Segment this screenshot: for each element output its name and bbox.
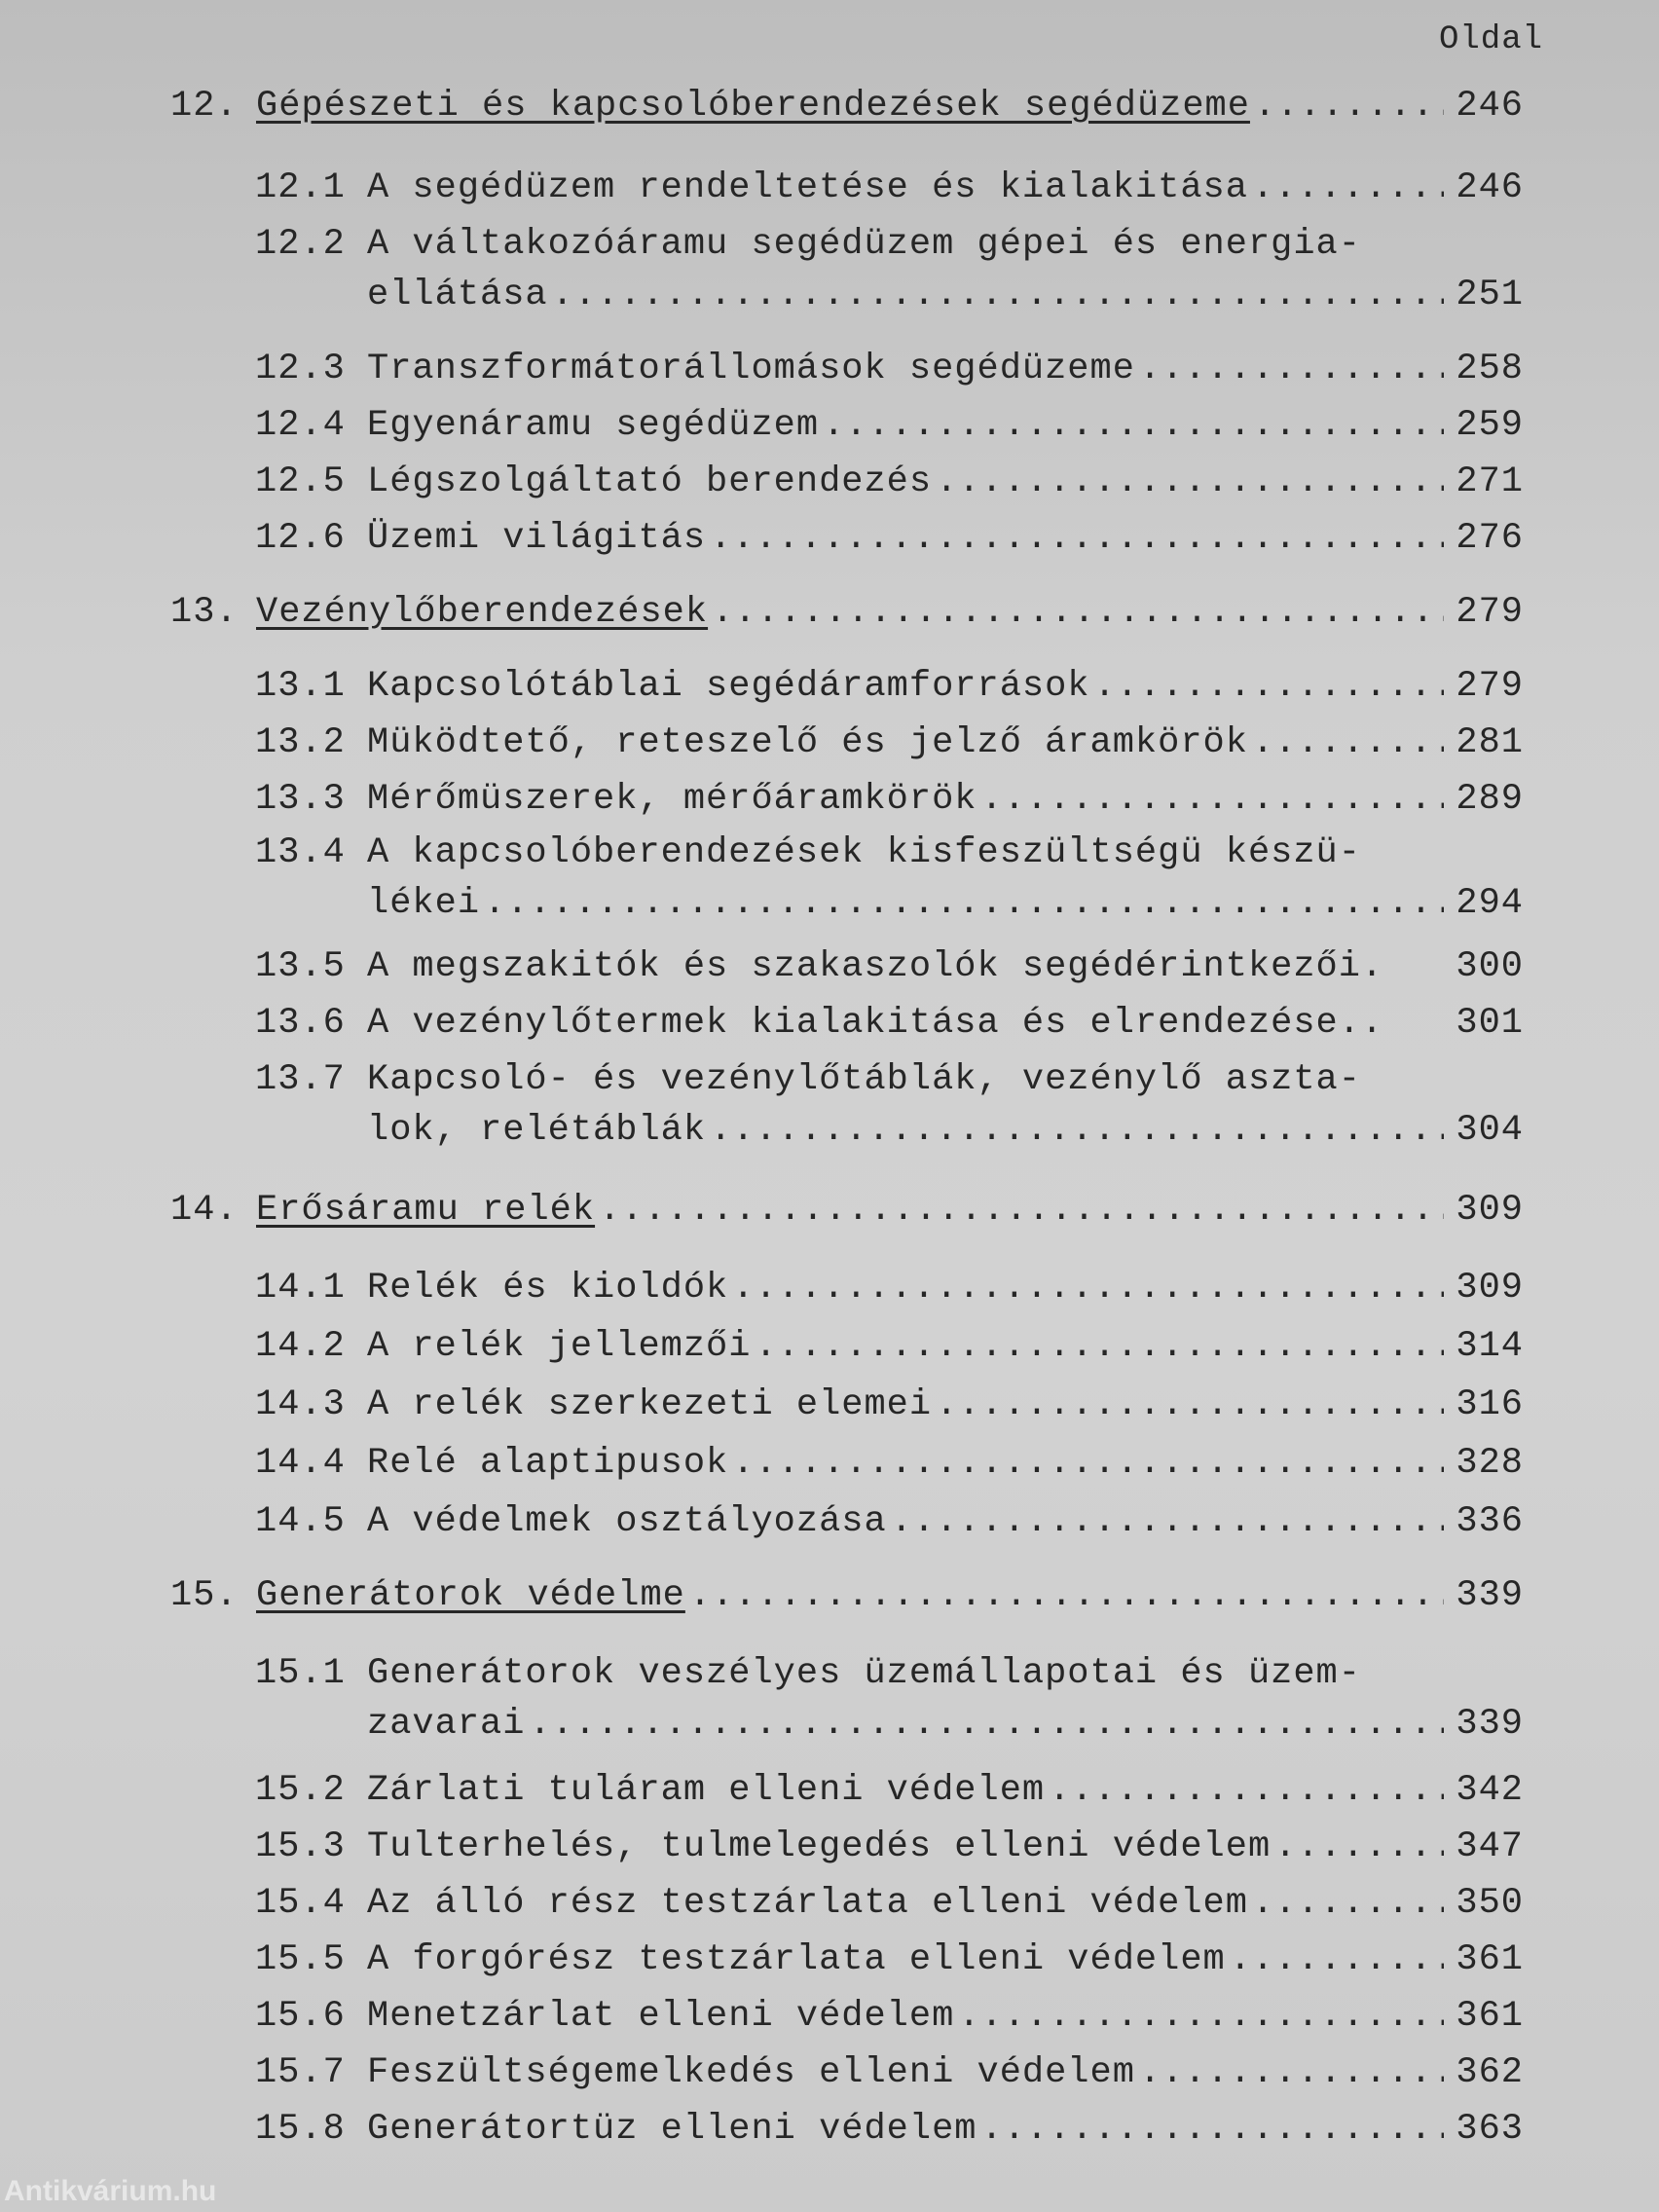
toc-section: [255, 2109, 1524, 2150]
entry-title: Gépészeti és kapcsolóberendezések segédüzeme: [256, 86, 1250, 127]
entry-number: 13.: [170, 592, 239, 633]
entry-title: Mérőmüszerek, mérőáramkörök: [367, 779, 977, 820]
dot-leader: [529, 1704, 1444, 1745]
entry-page: 259: [1456, 405, 1524, 446]
dot-leader: [1094, 666, 1444, 707]
dot-leader: [710, 518, 1444, 559]
dot-leader: [1252, 722, 1444, 763]
entry-title: Menetzárlat elleni védelem: [367, 1996, 955, 2037]
dot-leader: [732, 1443, 1444, 1484]
entry-page: 271: [1456, 461, 1524, 502]
toc-section: [255, 167, 1524, 208]
watermark: Antikvárium.hu: [4, 2175, 217, 2207]
entry-page: 339: [1456, 1575, 1524, 1616]
entry-number: 15.4: [255, 1883, 346, 1924]
dot-leader: [1274, 1826, 1444, 1867]
dot-leader: [599, 1190, 1444, 1231]
page-column-header: Oldal: [1439, 21, 1544, 58]
entry-page: 339: [1456, 1704, 1524, 1745]
dot-leader: [1139, 2052, 1444, 2093]
toc-section: [255, 518, 1524, 559]
dot-leader: [823, 405, 1444, 446]
entry-number: 14.4: [255, 1443, 346, 1484]
toc-chapter: [170, 592, 1524, 633]
entry-page: 342: [1456, 1770, 1524, 1811]
dot-leader: [710, 1110, 1444, 1151]
entry-number: 15.2: [255, 1770, 346, 1811]
dot-leader: [1230, 1939, 1444, 1980]
entry-page: 276: [1456, 518, 1524, 559]
entry-title: Erősáramu relék: [256, 1190, 596, 1231]
entry-page: 246: [1456, 167, 1524, 208]
dot-leader: [936, 1384, 1444, 1425]
entry-page: 279: [1456, 666, 1524, 707]
entry-page: 361: [1456, 1996, 1524, 2037]
entry-page: 350: [1456, 1883, 1524, 1924]
dot-leader: [484, 883, 1444, 924]
entry-title: Generátorok veszélyes üzemállapotai és üzem-: [367, 1653, 1361, 1694]
entry-title: A váltakozóáramu segédüzem gépei és energia-: [367, 224, 1361, 265]
toc-section: [255, 1384, 1524, 1425]
entry-page: 251: [1456, 275, 1524, 315]
dot-leader: [891, 1501, 1444, 1542]
entry-title-continued: ellátása: [367, 275, 548, 315]
entry-title: Kapcsolótáblai segédáramforrások: [367, 666, 1090, 707]
entry-page: 347: [1456, 1826, 1524, 1867]
entry-page: 246: [1456, 86, 1524, 127]
toc-section: [255, 1268, 1524, 1309]
entry-number: 12.3: [255, 349, 346, 389]
toc-chapter: [170, 1190, 1524, 1231]
toc-section: [255, 1883, 1524, 1924]
entry-number: 15.6: [255, 1996, 346, 2037]
dot-leader: [981, 779, 1445, 820]
entry-title: Az álló rész testzárlata elleni védelem: [367, 1883, 1248, 1924]
entry-page: 361: [1456, 1939, 1524, 1980]
toc-section: [255, 666, 1524, 707]
entry-title: Légszolgáltató berendezés: [367, 461, 933, 502]
entry-title: Generátortüz elleni védelem: [367, 2109, 977, 2150]
toc-section: [255, 946, 1524, 987]
dot-leader: [1139, 349, 1444, 389]
entry-number: 12.: [170, 86, 239, 127]
entry-page: 258: [1456, 349, 1524, 389]
entry-title: A forgórész testzárlata elleni védelem: [367, 1939, 1226, 1980]
entry-page: 281: [1456, 722, 1524, 763]
dot-leader: [981, 2109, 1445, 2150]
toc-section: [255, 1443, 1524, 1484]
entry-page: 328: [1456, 1443, 1524, 1484]
entry-page: 300: [1456, 946, 1524, 987]
entry-number: 13.3: [255, 779, 346, 820]
toc-section: [255, 779, 1524, 820]
entry-page: 309: [1456, 1268, 1524, 1309]
entry-page: 363: [1456, 2109, 1524, 2150]
toc-section: [255, 405, 1524, 446]
entry-title: Egyenáramu segédüzem: [367, 405, 820, 446]
entry-title: Transzformátorállomások segédüzeme: [367, 349, 1135, 389]
entry-number: 15.: [170, 1575, 239, 1616]
dot-leader: [552, 275, 1444, 315]
entry-number: 14.1: [255, 1268, 346, 1309]
entry-title-continued: lékei: [367, 883, 481, 924]
toc-section: [255, 1003, 1524, 1044]
entry-title: Zárlati tuláram elleni védelem: [367, 1770, 1046, 1811]
entry-title: Relé alaptipusok: [367, 1443, 729, 1484]
entry-title: Feszültségemelkedés elleni védelem: [367, 2052, 1135, 2093]
entry-number: 12.5: [255, 461, 346, 502]
toc-section: [255, 722, 1524, 763]
entry-title: Tulterhelés, tulmelegedés elleni védelem: [367, 1826, 1272, 1867]
entry-page: 289: [1456, 779, 1524, 820]
dot-leader: [958, 1996, 1444, 2037]
toc-section: [255, 1059, 1524, 1151]
entry-number: 14.: [170, 1190, 239, 1231]
entry-title: Generátorok védelme: [256, 1575, 685, 1616]
entry-number: 13.6: [255, 1003, 346, 1044]
entry-title-continued: zavarai: [367, 1704, 526, 1745]
dot-leader: [712, 592, 1444, 633]
dot-leader: [755, 1326, 1444, 1367]
entry-title: A megszakitók és szakaszolók segédérintkezői.: [367, 946, 1384, 987]
dot-leader: [936, 461, 1444, 502]
entry-title: Relék és kioldók: [367, 1268, 729, 1309]
entry-number: 12.1: [255, 167, 346, 208]
toc-section: [255, 224, 1524, 315]
entry-number: 15.7: [255, 2052, 346, 2093]
entry-number: 15.5: [255, 1939, 346, 1980]
toc-chapter: [170, 1575, 1524, 1616]
toc-section: [255, 349, 1524, 389]
entry-page: 301: [1456, 1003, 1524, 1044]
entry-page: 316: [1456, 1384, 1524, 1425]
entry-number: 14.5: [255, 1501, 346, 1542]
entry-title: A kapcsolóberendezések kisfeszültségü készü-: [367, 832, 1361, 873]
dot-leader: [732, 1268, 1444, 1309]
entry-number: 14.2: [255, 1326, 346, 1367]
entry-page: 304: [1456, 1110, 1524, 1151]
entry-number: 13.7: [255, 1059, 346, 1100]
toc-section: [255, 1939, 1524, 1980]
entry-title: Kapcsoló- és vezénylőtáblák, vezénylő aszta-: [367, 1059, 1361, 1100]
entry-number: 15.3: [255, 1826, 346, 1867]
entry-number: 12.6: [255, 518, 346, 559]
toc-section: [255, 1653, 1524, 1745]
toc-section: [255, 2052, 1524, 2093]
entry-title: A segédüzem rendeltetése és kialakitása: [367, 167, 1248, 208]
entry-page: 294: [1456, 883, 1524, 924]
dot-leader: [689, 1575, 1444, 1616]
entry-title: Müködtető, reteszelő és jelző áramkörök: [367, 722, 1248, 763]
entry-number: 12.2: [255, 224, 346, 265]
entry-number: 15.8: [255, 2109, 346, 2150]
entry-page: 336: [1456, 1501, 1524, 1542]
entry-number: 13.1: [255, 666, 346, 707]
entry-title: A vezénylőtermek kialakitása és elrendezése..: [367, 1003, 1384, 1044]
entry-title: Vezénylőberendezések: [256, 592, 709, 633]
entry-title-continued: lok, relétáblák: [367, 1110, 707, 1151]
dot-leader: [1252, 1883, 1444, 1924]
entry-page: 362: [1456, 2052, 1524, 2093]
entry-title: A relék jellemzői: [367, 1326, 752, 1367]
toc-section: [255, 1996, 1524, 2037]
entry-number: 13.5: [255, 946, 346, 987]
toc-section: [255, 1326, 1524, 1367]
entry-page: 309: [1456, 1190, 1524, 1231]
entry-number: 14.3: [255, 1384, 346, 1425]
toc-section: [255, 832, 1524, 924]
entry-number: 13.2: [255, 722, 346, 763]
entry-page: 314: [1456, 1326, 1524, 1367]
toc-section: [255, 1501, 1524, 1542]
toc-chapter: [170, 86, 1524, 127]
toc-section: [255, 461, 1524, 502]
toc-section: [255, 1826, 1524, 1867]
entry-page: 279: [1456, 592, 1524, 633]
entry-number: 13.4: [255, 832, 346, 873]
entry-title: A védelmek osztályozása: [367, 1501, 887, 1542]
toc-section: [255, 1770, 1524, 1811]
dot-leader: [1252, 167, 1444, 208]
entry-number: 15.1: [255, 1653, 346, 1694]
dot-leader: [1049, 1770, 1444, 1811]
dot-leader: [1254, 86, 1444, 127]
entry-number: 12.4: [255, 405, 346, 446]
entry-title: Üzemi világitás: [367, 518, 707, 559]
entry-title: A relék szerkezeti elemei: [367, 1384, 933, 1425]
